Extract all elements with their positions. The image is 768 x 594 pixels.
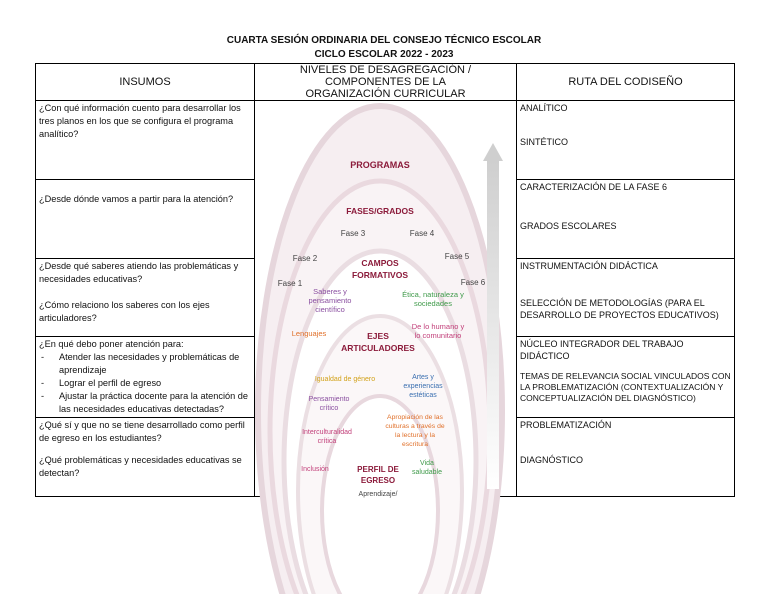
- insumo-question: ¿Qué problemáticas y necesidades educativas se detectan?: [39, 455, 242, 479]
- label-apropiacion-4: escritura: [401, 441, 429, 448]
- insumo-question: ¿Cómo relaciono los saberes con los ejes articuladores?: [39, 299, 210, 323]
- label-perfil-2: EGRESO: [360, 476, 396, 485]
- label-humano-1: De lo humano y: [411, 322, 465, 331]
- insumo-question: ¿Con qué información cuento para desarrollar los tres planos en los que se configura el programa analítico?: [39, 103, 241, 139]
- curriculum-diagram: [255, 101, 517, 498]
- niveles-line-2: COMPONENTES DE LA: [324, 76, 447, 88]
- ruta-item: ANALÍTICO: [520, 103, 568, 113]
- ruta-cell: [517, 337, 735, 418]
- label-aprendizaje-1: Aprendizaje/: [358, 491, 398, 498]
- label-ejes-2: ARTICULADORES: [341, 343, 415, 353]
- label-humano-2: lo comunitario: [414, 331, 462, 340]
- ruta-item: GRADOS ESCOLARES: [520, 220, 617, 231]
- insumo-cell: [36, 337, 255, 418]
- label-fase1: Fase 1: [277, 279, 303, 288]
- label-vida-1: Vida: [420, 460, 434, 467]
- table-row: [36, 101, 735, 180]
- arrow-up-icon: [483, 143, 503, 161]
- label-artes-3: estéticas: [409, 392, 437, 399]
- insumo-question: ¿En qué debo poner atención para:: [39, 339, 184, 350]
- ruta-item: PROBLEMATIZACIÓN: [520, 420, 612, 431]
- codiseno-table: [35, 63, 735, 497]
- niveles-line-1: NIVELES DE DESAGREGACIÓN /: [299, 64, 472, 76]
- insumo-question: ¿Qué sí y que no se tiene desarrollado como perfil de egreso en los estudiantes?: [39, 420, 245, 444]
- insumo-bullet-list: [36, 351, 254, 416]
- label-inclusion: Inclusión: [301, 466, 329, 473]
- label-inter-2: crítica: [317, 438, 337, 445]
- insumo-cell: [36, 258, 255, 337]
- label-igualdad: Igualdad de género: [314, 376, 376, 383]
- table-header-row: [36, 64, 735, 101]
- insumo-question: ¿Desde dónde vamos a partir para la atención?: [39, 193, 234, 204]
- document-subtitle: CICLO ESCOLAR 2022 - 2023: [314, 49, 454, 60]
- label-fase3: Fase 3: [340, 229, 366, 238]
- ruta-item: SELECCIÓN DE METODOLOGÍAS (PARA EL DESARROLLO DE PROYECTOS EDUCATIVOS): [520, 297, 719, 320]
- arrow-shaft: [487, 161, 499, 489]
- insumo-cell: [36, 179, 255, 258]
- ruta-item: SINTÉTICO: [520, 137, 569, 147]
- column-header-insumos: INSUMOS: [36, 64, 255, 101]
- label-apropiacion-3: la lectura y la: [394, 432, 436, 439]
- ruta-cell: [517, 101, 735, 180]
- label-campos-1: CAMPOS: [361, 258, 399, 268]
- ruta-item: INSTRUMENTACIÓN DIDÁCTICA: [520, 260, 658, 271]
- list-item: - Lograr el perfil de egreso: [39, 377, 251, 390]
- label-fases: FASES/GRADOS: [346, 206, 414, 216]
- label-vida-2: saludable: [412, 469, 442, 476]
- label-perfil-1: PERFIL DE: [357, 465, 399, 474]
- label-fase4: Fase 4: [409, 229, 435, 238]
- label-pensamiento-1: Pensamiento: [308, 396, 350, 403]
- label-apropiacion-1: Apropiación de las: [387, 414, 443, 421]
- insumo-cell: [36, 418, 255, 497]
- list-item: - Atender las necesidades y problemáticas de aprendizaje: [39, 351, 251, 377]
- label-fase2: Fase 2: [292, 254, 318, 263]
- ruta-cell: [517, 179, 735, 258]
- label-campos-2: FORMATIVOS: [351, 270, 409, 280]
- niveles-line-3: ORGANIZACIÓN CURRICULAR: [305, 88, 466, 100]
- label-pensamiento-2: crítico: [319, 405, 339, 412]
- label-etica-2: sociedades: [414, 299, 452, 308]
- label-inter-1: Interculturalidad: [302, 429, 352, 436]
- list-item: - Ajustar la práctica docente para la atención de las necesidades educativas detectadas?: [39, 390, 251, 416]
- label-apropiacion-2: culturas a través de: [385, 423, 445, 430]
- label-saberes-2: pensamiento: [308, 296, 352, 305]
- ruta-cell: [517, 258, 735, 337]
- column-header-ruta: RUTA DEL CODISEÑO: [517, 64, 735, 101]
- ruta-item: CARACTERIZACIÓN DE LA FASE 6: [520, 181, 668, 192]
- label-artes-2: experiencias: [403, 383, 443, 390]
- label-saberes-3: científico: [315, 305, 345, 314]
- label-programas: PROGRAMAS: [350, 160, 410, 170]
- label-fase5: Fase 5: [444, 252, 470, 261]
- ruta-item: DIAGNÓSTICO: [520, 455, 584, 466]
- label-saberes-1: Saberes y: [313, 287, 347, 296]
- label-ejes-1: EJES: [367, 331, 389, 341]
- column-header-niveles: [255, 64, 517, 101]
- document-title: CUARTA SESIÓN ORDINARIA DEL CONSEJO TÉCNICO ESCOLAR: [226, 35, 542, 46]
- insumo-cell: [36, 101, 255, 180]
- label-fase6: Fase 6: [460, 278, 486, 287]
- label-etica-1: Ética, naturaleza y: [402, 290, 464, 299]
- ruta-item: NÚCLEO INTEGRADOR DEL TRABAJO DIDÁCTICO: [520, 339, 684, 362]
- label-lenguajes: Lenguajes: [291, 329, 327, 338]
- insumo-question: ¿Desde qué saberes atiendo las problemáticas y necesidades educativas?: [39, 260, 239, 284]
- ruta-item: TEMAS DE RELEVANCIA SOCIAL VINCULADOS CON LA PROBLEMATIZACIÓN (CONTEXTUALIZACIÓN Y CONCEPTUALIZACIÓN DEL DIAGNÓSTICO): [520, 371, 731, 404]
- curriculum-diagram-cell: [255, 101, 517, 497]
- label-artes-1: Artes y: [412, 374, 434, 381]
- ruta-cell: [517, 418, 735, 497]
